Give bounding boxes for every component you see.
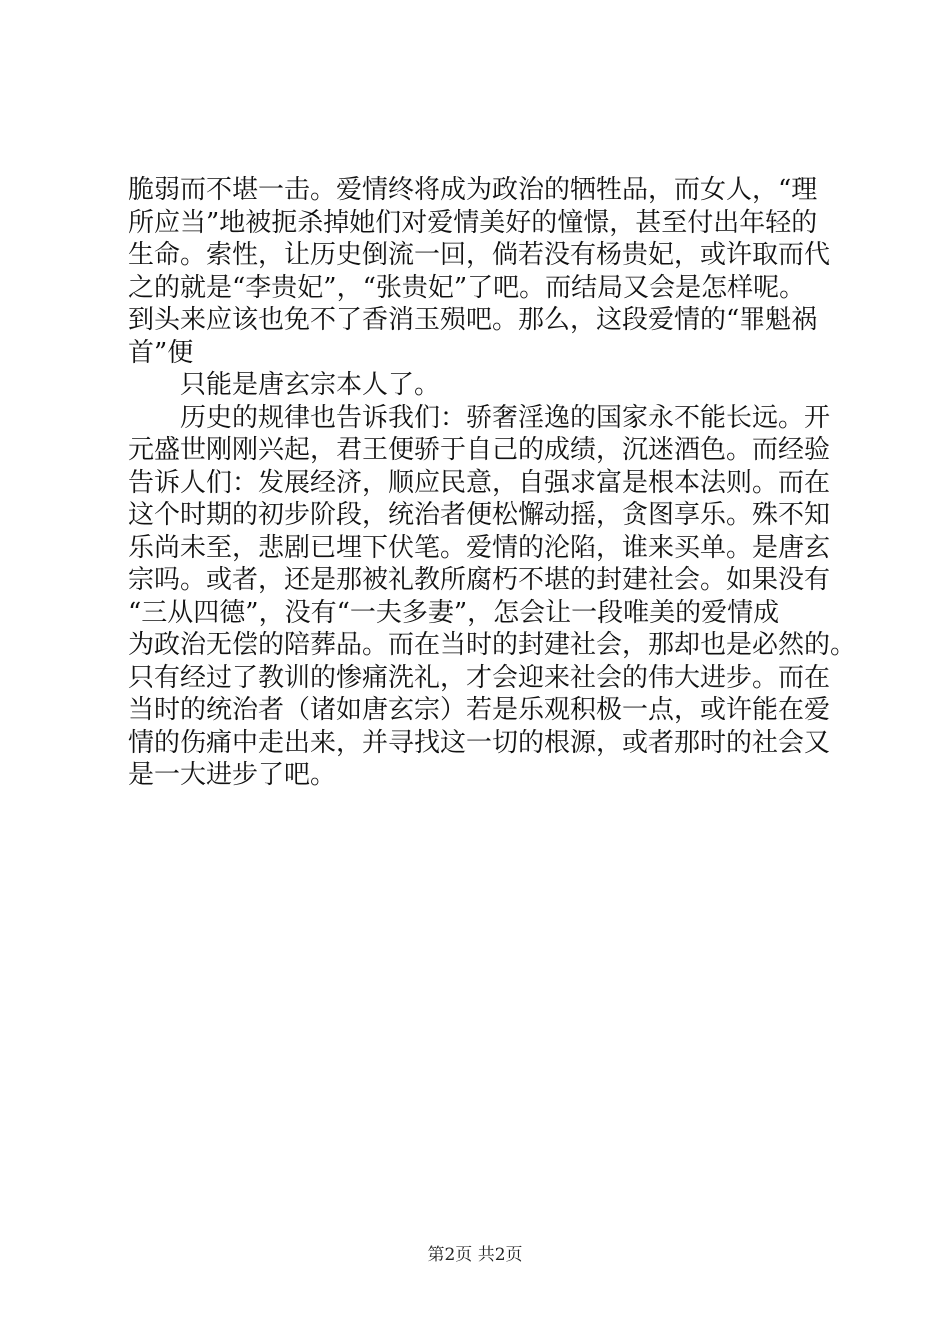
text-line: 历史的规律也告诉我们：骄奢淫逸的国家永不能长远。开 <box>180 402 831 433</box>
text-line: 情的伤痛中走出来，并寻找这一切的根源，或者那时的社会又 <box>128 727 831 758</box>
text-line: 到头来应该也免不了香消玉殒吧。那么，这段爱情的“罪魁祸 <box>128 305 818 335</box>
text-line: 是一大进步了吧。 <box>128 760 337 790</box>
text-line: 当时的统治者（诸如唐玄宗）若是乐观积极一点，或许能在爱 <box>128 695 831 725</box>
text-line: 元盛世刚刚兴起，君王便骄于自己的成绩，沉迷酒色。而经验 <box>128 435 831 465</box>
text-line: 生命。索性，让历史倒流一回，倘若没有杨贵妃，或许取而代 <box>128 240 831 270</box>
text-line: “三从四德”，没有“一夫多妻”，怎会让一段唯美的爱情成 <box>128 597 780 628</box>
text-line: 所应当”地被扼杀掉她们对爱情美好的憧憬，甚至付出年轻的 <box>128 207 818 238</box>
text-line: 只有经过了教训的惨痛洗礼，才会迎来社会的伟大进步。而在 <box>128 662 831 693</box>
text-line: 只能是唐玄宗本人了。 <box>180 370 441 400</box>
text-line: 脆弱而不堪一击。爱情终将成为政治的牺牲品，而女人，“理 <box>128 175 818 205</box>
text-line: 乐尚未至，悲剧已埋下伏笔。爱情的沦陷，谁来买单。是唐玄 <box>128 532 831 563</box>
text-line: 宗吗。或者，还是那被礼教所腐朽不堪的封建社会。如果没有 <box>128 565 831 595</box>
body-text <box>128 174 857 792</box>
text-line: 首”便 <box>128 337 194 368</box>
page-footer <box>0 1243 950 1267</box>
text-line: 为政治无偿的陪葬品。而在当时的封建社会，那却也是必然的。 <box>128 630 857 660</box>
page-number-label: 第2页 共2页 <box>427 1245 523 1265</box>
text-line: 之的就是“李贵妃”，“张贵妃”了吧。而结局又会是怎样呢。 <box>128 272 806 303</box>
text-line: 这个时期的初步阶段，统治者便松懈动摇，贪图享乐。殊不知 <box>128 500 831 530</box>
text-line: 告诉人们：发展经济，顺应民意，自强求富是根本法则。而在 <box>128 467 831 498</box>
